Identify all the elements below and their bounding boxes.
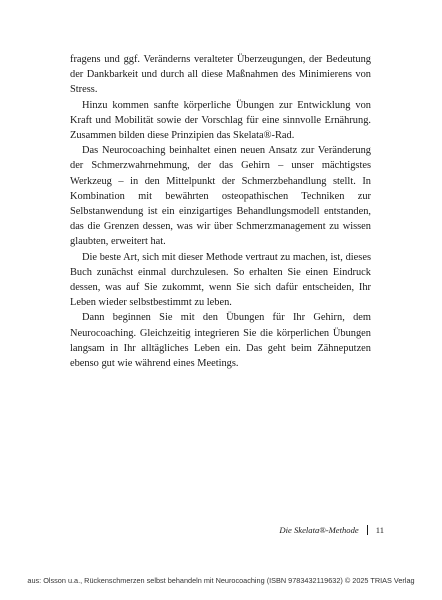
paragraph-4: Die beste Art, sich mit dieser Methode vertraut zu machen, ist, dieses Buch zunächst einmal durchzulesen. So erhalten Sie einen Eindruck dessen, was auf Sie zukommt, wenn Sie sich dafür entscheiden, Ihr Leben wieder selbstbestimmt zu leben. bbox=[70, 251, 371, 309]
paragraph-3: Das Neurocoaching beinhaltet einen neuen Ansatz zur Veränderung der Schmerzwahrnehmung, der das Gehirn – unser mächtigstes Werkzeug – in den Mittelpunkt der Schmerzbehandlung stellt. In Kombination mit bewährten osteopathischen Techniken zur Selbstanwendung ist ein einzigartiges Behandlungsmodell entstanden, das die Grenzen dessen, was wir über Schmerzmanagement zu wissen glaubten, erweitert hat. bbox=[70, 145, 371, 248]
running-title: Die Skelata®-Methode bbox=[279, 525, 359, 535]
footer-separator bbox=[367, 525, 368, 535]
paragraph-1: fragens und ggf. Veränderns veralteter Überzeugungen, der Bedeutung der Dankbarkeit und durch all diese Maßnahmen des Minimierens von Stress. bbox=[70, 54, 371, 96]
paragraph-2: Hinzu kommen sanfte körperliche Übungen zur Entwicklung von Kraft und Mobilität sowie der Vorschlag für eine sinnvolle Ernährung. Zusammen bilden diese Prinzipien das Skelata®-Rad. bbox=[70, 99, 371, 142]
page-number: 11 bbox=[375, 525, 384, 535]
book-page-body bbox=[70, 52, 371, 371]
paragraph-5: Dann beginnen Sie mit den Übungen für Ihr Gehirn, dem Neurocoaching. Gleichzeitig integrieren Sie die körperlichen Übungen langsam in Ihr alltägliches Leben ein. Das geht beim Zähneputzen ebenso gut wie während eines Meetings. bbox=[70, 312, 371, 370]
page-footer bbox=[279, 525, 384, 535]
source-citation: aus: Olsson u.a., Rückenschmerzen selbst behandeln mit Neurocoaching (ISBN 9783432119632) © 2025 TRIAS Verlag bbox=[27, 576, 415, 585]
